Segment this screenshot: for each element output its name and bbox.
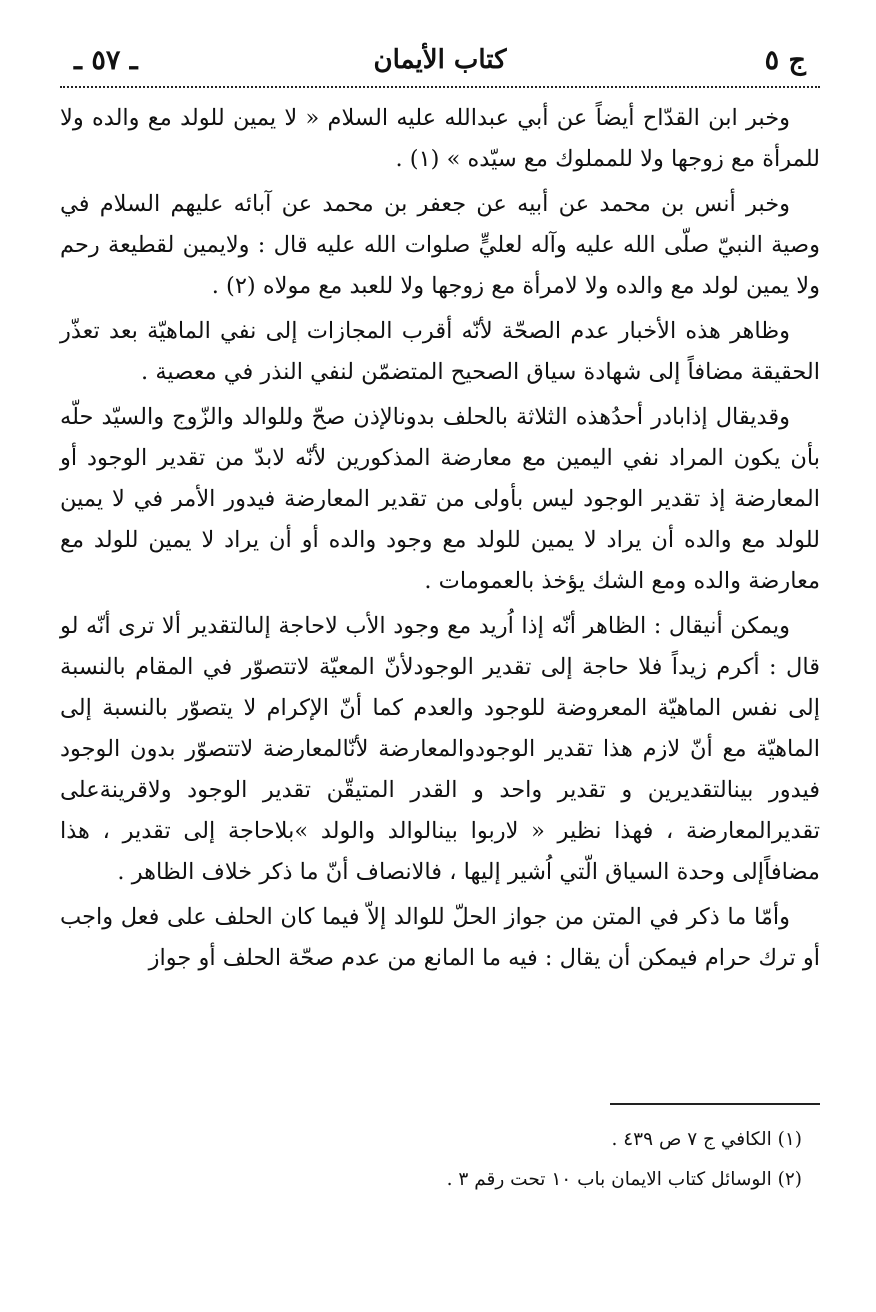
main-text [60,98,820,979]
paragraph: وخبر ابن القدّاح أيضاً عن أبي عبدالله عليه السلام « لا يمين للولد مع والده ولا للمرأة مع زوجها ولا للمملوك مع سيّده » (١) . [60,105,820,172]
footnote-separator [610,1103,820,1105]
footnotes [60,1120,820,1200]
footnote: (١) الكافي ج ٧ ص ٤٣٩ . [611,1129,802,1150]
paragraph: وخبر أنس بن محمد عن أبيه عن جعفر بن محمد عن آبائه عليهم السلام في وصية النبيّ صلّى الله عليه وآله لعليٍّ صلوات الله عليه قال : ولايمين لقطيعة رحم ولا يمين لولد مع والده ولا لامرأة مع زوجها ولا للعبد مع مولاه (٢) . [60,191,820,299]
book-page [60,38,820,1278]
paragraph: وأمّا ما ذكر في المتن من جواز الحلّ للوالد إلاّ فيما كان الحلف على فعل واجب أو ترك حرام فيمكن أن يقال : فيه ما المانع من عدم صحّة الحلف أو جواز [60,904,820,971]
volume-label: ج ٥ [764,44,806,76]
page-header [60,38,820,82]
chapter-title: كتاب الأيمان [373,45,507,75]
page-number: ـ ٥٧ ـ [74,44,138,76]
footnote: (٢) الوسائل كتاب الايمان باب ١٠ تحت رقم ٣ . [446,1169,802,1190]
paragraph: وظاهر هذه الأخبار عدم الصحّة لأنّه أقرب المجازات إلى نفي الماهيّة بعد تعذّر الحقيقة مضافاً إلى شهادة سياق الصحيح المتضمّن لنفي النذر في معصية . [60,318,820,385]
paragraph: وقديقال إذابادر أحدُهذه الثلاثة بالحلف بدونالإذن صحّ وللوالد والزّوج والسيّد حلّه بأن يكون المراد نفي اليمين مع معارضة المذكورين لأنّه لابدّ من تقدير الوجود أو المعارضة إذ تقدير الوجود ليس بأولى من تقدير المعارضة فيدور الأمر في لا يمين للولد مع والده أن يراد لا يمين للولد مع وجود والده أو أن يراد لا يمين للولد مع معارضة والده ومع الشك يؤخذ بالعمومات . [60,404,820,594]
paragraph: ويمكن أنيقال : الظاهر أنّه إذا اُريد مع وجود الأب لاحاجة إلىالتقدير ألا ترى أنّه لو قال : أكرم زيداً فلا حاجة إلى تقدير الوجودلأنّ المعيّة لاتتصوّر في المقام بالنسبة إلى نفس الماهيّة المعروضة للوجود والعدم كما أنّ الإكرام لا يتصوّر بالنسبة إلى الماهيّة مع أنّ لازم هذا تقدير الوجودوالمعارضة لأنّالمعارضة لاتتصوّر بدون الوجود فيدور بينالتقديرين و تقدير واحد و القدر المتيقّن تقدير الوجود ولاقرينةعلى تقديرالمعارضة ، فهذا نظير « لاربوا بينالوالد والولد »بلاحاجة إلى تقدير ، هذا مضافاًإلى وحدة السياق الّتي اُشير إليها ، فالانصاف أنّ ما ذكر خلاف الظاهر . [60,613,820,885]
header-dotted-rule [60,86,820,88]
